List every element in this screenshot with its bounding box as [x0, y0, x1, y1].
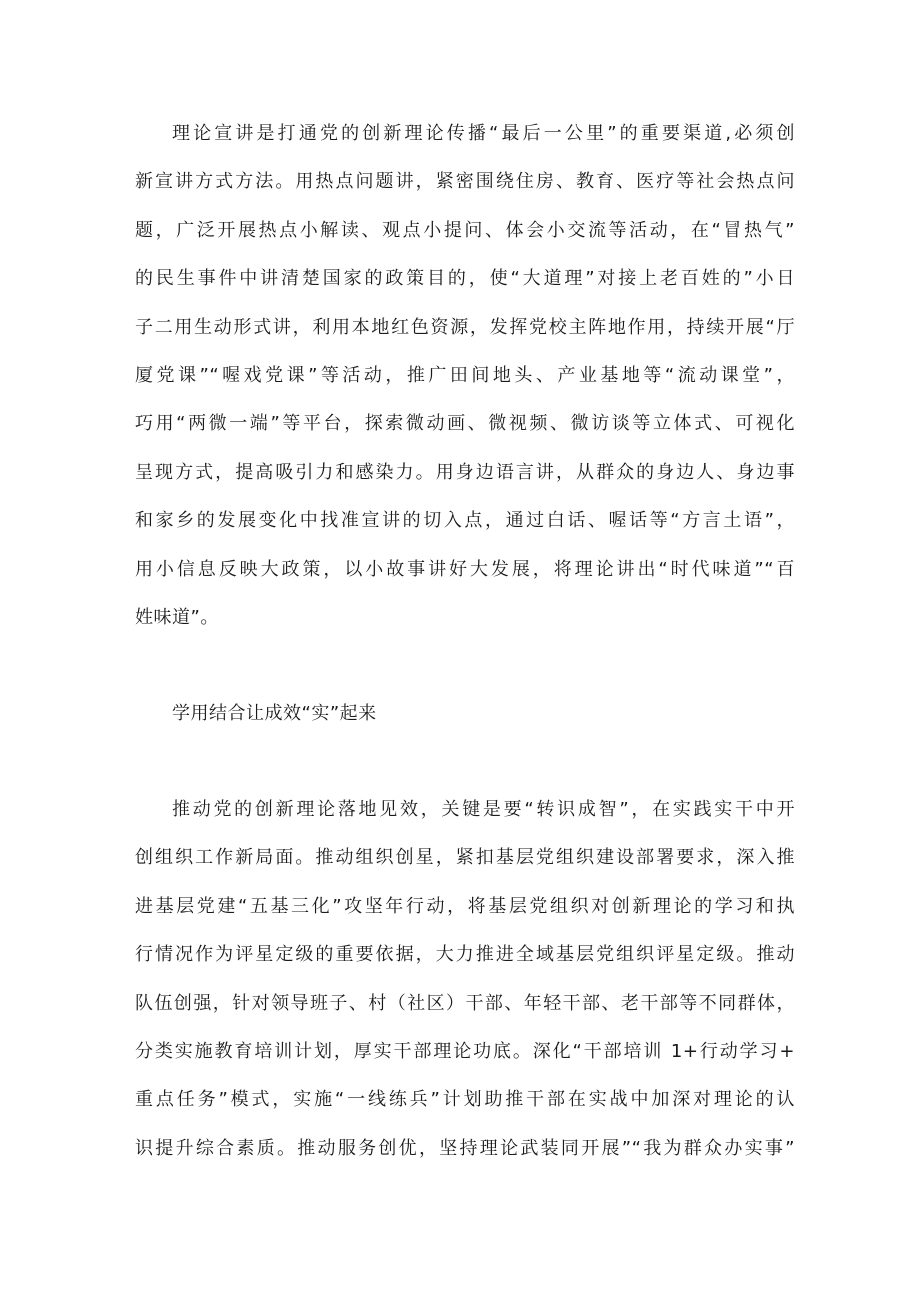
paragraph-line: 进基层党建“五基三化”攻坚年行动，将基层党组织对创新理论的学习和执 [135, 896, 795, 917]
paragraph-line: 和家乡的发展变化中找准宣讲的切入点，通过白话、喔话等“方言土语”， [135, 510, 795, 531]
paragraph-line: 姓味道”。 [135, 607, 219, 628]
section-heading: 学用结合让成效“实”起来 [172, 703, 377, 724]
paragraph-line: 巧用“两微一端”等平台，探索微动画、微视频、微访谈等立体式、可视化 [135, 413, 795, 434]
paragraph-line: 行情况作为评星定级的重要依据，大力推进全域基层党组织评星定级。推动 [135, 944, 795, 965]
paragraph-line: 重点任务”模式，实施“一线练兵”计划助推干部在实战中加深对理论的认 [135, 1089, 795, 1110]
paragraph-line: 子二用生动形式讲，利用本地红色资源，发挥党校主阵地作用，持续开展“厅 [135, 317, 795, 338]
paragraph-line: 新宣讲方式方法。用热点问题讲，紧密围绕住房、教育、医疗等社会热点问 [135, 171, 795, 192]
paragraph-line: 厦党课”“喔戏党课”等活动，推广田间地头、产业基地等“流动课堂”， [135, 365, 795, 386]
paragraph-line: 创组织工作新局面。推动组织创星，紧扣基层党组织建设部署要求，深入推 [135, 847, 795, 868]
paragraph-line: 理论宣讲是打通党的创新理论传播“最后一公里”的重要渠道,必须创 [172, 123, 795, 144]
paragraph-line: 识提升综合素质。推动服务创优，坚持理论武装同开展”“我为群众办实事” [135, 1138, 795, 1159]
paragraph-line: 的民生事件中讲清楚国家的政策目的，使“大道理”对接上老百姓的”小日 [135, 268, 795, 289]
paragraph-line: 用小信息反映大政策，以小故事讲好大发展，将理论讲出“时代味道”“百 [135, 559, 795, 580]
paragraph-line: 呈现方式，提高吸引力和感染力。用身边语言讲，从群众的身边人、身边事 [135, 462, 795, 483]
paragraph-line: 题，广泛开展热点小解读、观点小提问、体会小交流等活动，在“冒热气” [135, 220, 795, 241]
paragraph-line: 分类实施教育培训计划，厚实干部理论功底。深化“干部培训 1+行动学习+ [135, 1041, 795, 1062]
paragraph-line: 队伍创强，针对领导班子、村（社区）干部、年轻干部、老干部等不同群体， [135, 993, 795, 1014]
paragraph-line: 推动党的创新理论落地见效，关键是要“转识成智”，在实践实干中开 [172, 799, 795, 820]
